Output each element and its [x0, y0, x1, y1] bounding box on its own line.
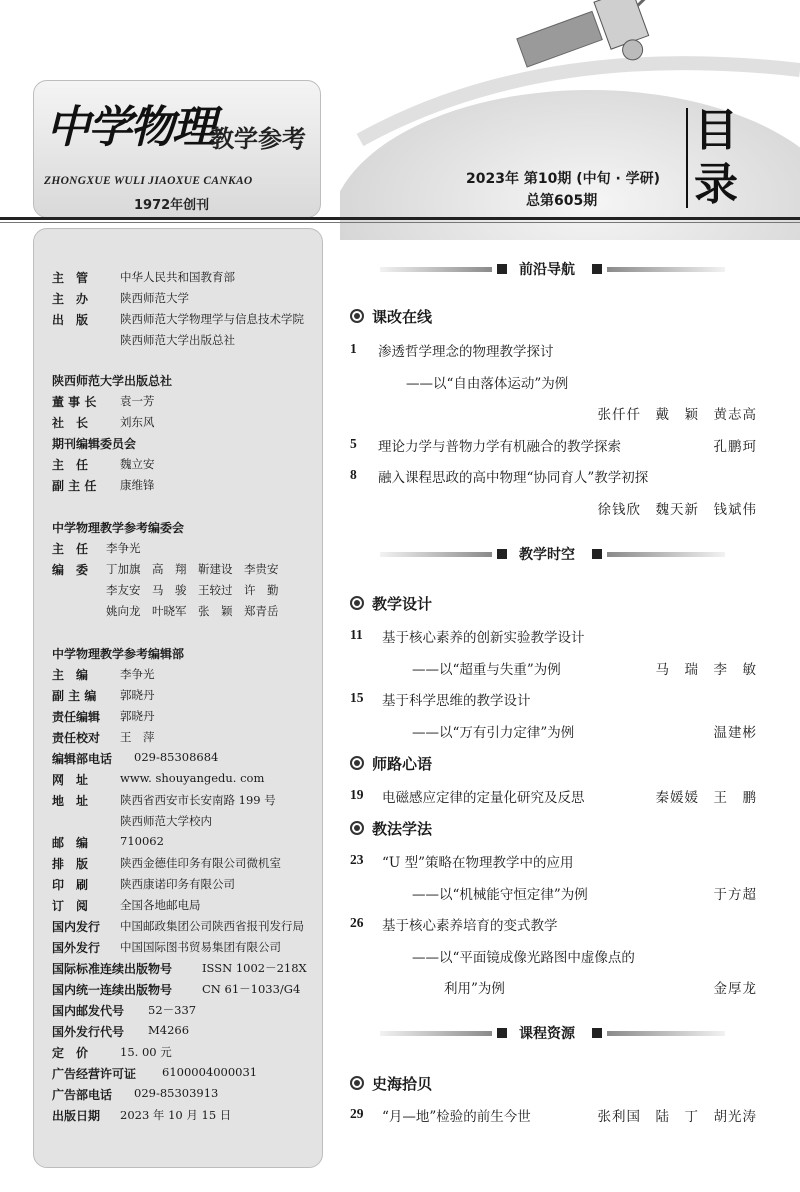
article-7-subtitle: ——以“机械能守恒定律”为例 — [412, 887, 588, 903]
section-teacher-notes: 师路心语 — [350, 753, 432, 774]
section-bullet-icon — [350, 756, 364, 770]
article-2-authors: 孔鹏珂 — [713, 439, 757, 455]
total-issue-number: 总第605期 — [526, 193, 598, 209]
section-history: 史海拾贝 — [350, 1073, 432, 1094]
section-methods: 教法学法 — [350, 818, 432, 839]
article-4-title[interactable]: 基于核心素养的创新实验教学设计 — [382, 630, 585, 646]
article-1-title[interactable]: 渗透哲学理念的物理教学探讨 — [378, 344, 554, 360]
article-4-page: 11 — [350, 627, 363, 642]
article-3-authors: 徐钱欣 魏天新 钱斌伟 — [597, 502, 757, 518]
article-8-subtitle-2: 利用”为例 — [444, 981, 505, 997]
article-7-page: 23 — [350, 852, 364, 867]
issue-number: 2023年 第10期 (中旬 · 学研) — [466, 171, 661, 187]
article-8-authors: 金厚龙 — [713, 981, 757, 997]
article-3-page: 8 — [350, 467, 357, 482]
article-2-title[interactable]: 理论力学与普物力学有机融合的教学探索 — [378, 439, 621, 455]
article-6-title[interactable]: 电磁感应定律的定量化研究及反思 — [382, 790, 585, 806]
board-heading: 中学物理教学参考编委会 — [52, 521, 185, 535]
article-2-page: 5 — [350, 436, 357, 451]
section-bullet-icon — [350, 1076, 364, 1090]
journal-title: 中学物理 — [46, 102, 214, 153]
header-divider — [686, 108, 688, 208]
journal-pinyin: ZHONGXUE WULI JIAOXUE CANKAO — [44, 175, 253, 187]
article-5-subtitle: ——以“万有引力定律”为例 — [412, 725, 575, 741]
article-1-page: 1 — [350, 341, 357, 356]
masthead-logo — [33, 80, 321, 218]
article-4-authors: 马 瑞 李 敏 — [655, 662, 757, 678]
contents-heading: 目录 — [694, 105, 738, 210]
article-5-page: 15 — [350, 690, 364, 705]
header-rule — [0, 217, 800, 220]
founded-year: 1972年创刊 — [134, 198, 210, 213]
article-5-title[interactable]: 基于科学思维的教学设计 — [382, 693, 531, 709]
committee-heading: 期刊编辑委员会 — [52, 437, 137, 451]
article-8-page: 26 — [350, 915, 364, 930]
banner-teaching: 教学时空 — [380, 546, 725, 562]
article-1-subtitle: ——以“自由落体运动”为例 — [406, 376, 569, 392]
section-teaching-design: 教学设计 — [350, 593, 432, 614]
header-rule-thin — [0, 222, 800, 223]
article-9-authors: 张利国 陆 丁 胡光涛 — [597, 1109, 757, 1125]
article-8-title[interactable]: 基于核心素养培育的变式教学 — [382, 918, 558, 934]
banner-frontier: 前沿导航 — [380, 261, 725, 277]
article-3-title[interactable]: 融入课程思政的高中物理“协同育人”教学初探 — [378, 470, 649, 486]
article-6-page: 19 — [350, 787, 364, 802]
section-curriculum-reform: 课改在线 — [350, 306, 432, 327]
publication-info-panel: 主 管 中华人民共和国教育部 主 办 陕西师范大学 出 版 陕西师范大学物理学与信息技术学院 陕西师范大学出版总社 陕西师范大学出版总社 董 事 长 袁一芳 社 长 刘东风 期刊编辑委员会 主 任 魏立安 副 主 任 康维锋 中学物理教学参考编委会 主 任 李争光 编 委 丁加旗 高 翔 靳建设 李贵安 李友安 马 骏 王较过 许 勤 姚向龙 叶晓军 张 颖 郑青岳 中学物理教学参考编辑部 主 编 李争光 副 主 编 郭晓丹 责任编辑 郭晓丹 责任校对 王 萍 编辑部电话 029-85308684 网 址 www. shouyangedu. com 地 址 陕西省西安市长安南路 199 号 陕西师范大学校内 邮 编 710062 排 版 陕西金德佳印务有限公司微机室 印 刷 陕西康诺印务有限公司 订 阅 全国各地邮电局 国内发行 中国邮政集团公司陕西省报刊发行局 国外发行 中国国际图书贸易集团有限公司 国际标准连续出版物号 ISSN 1002－218X 国内统一连续出版物号 CN 61－1033/G4 国内邮发代号 52－337 国外发行代号 M4266 定 价 15. 00 元 广告经营许可证 6100004000031 广告部电话 029-85303913 出版日期 2023 年 10 月 15 日 — [33, 228, 323, 1168]
article-9-page: 29 — [350, 1106, 364, 1121]
article-7-title[interactable]: “U 型”策略在物理教学中的应用 — [382, 855, 574, 871]
banner-resources: 课程资源 — [380, 1025, 725, 1041]
journal-subtitle: 教学参考 — [210, 125, 306, 153]
article-6-authors: 秦媛媛 王 鹏 — [655, 790, 757, 806]
section-bullet-icon — [350, 309, 364, 323]
article-9-title[interactable]: “月—地”检验的前生今世 — [382, 1109, 531, 1125]
article-1-authors: 张仟仟 戴 颖 黄志高 — [597, 407, 757, 423]
dept-heading: 中学物理教学参考编辑部 — [52, 647, 185, 661]
section-bullet-icon — [350, 596, 364, 610]
article-8-subtitle: ——以“平面镜成像光路图中虚像点的 — [412, 950, 635, 966]
article-5-authors: 温建彬 — [713, 725, 757, 741]
section-bullet-icon — [350, 821, 364, 835]
press-heading: 陕西师范大学出版总社 — [52, 374, 173, 388]
article-4-subtitle: ——以“超重与失重”为例 — [412, 662, 561, 678]
article-7-authors: 于方超 — [713, 887, 757, 903]
